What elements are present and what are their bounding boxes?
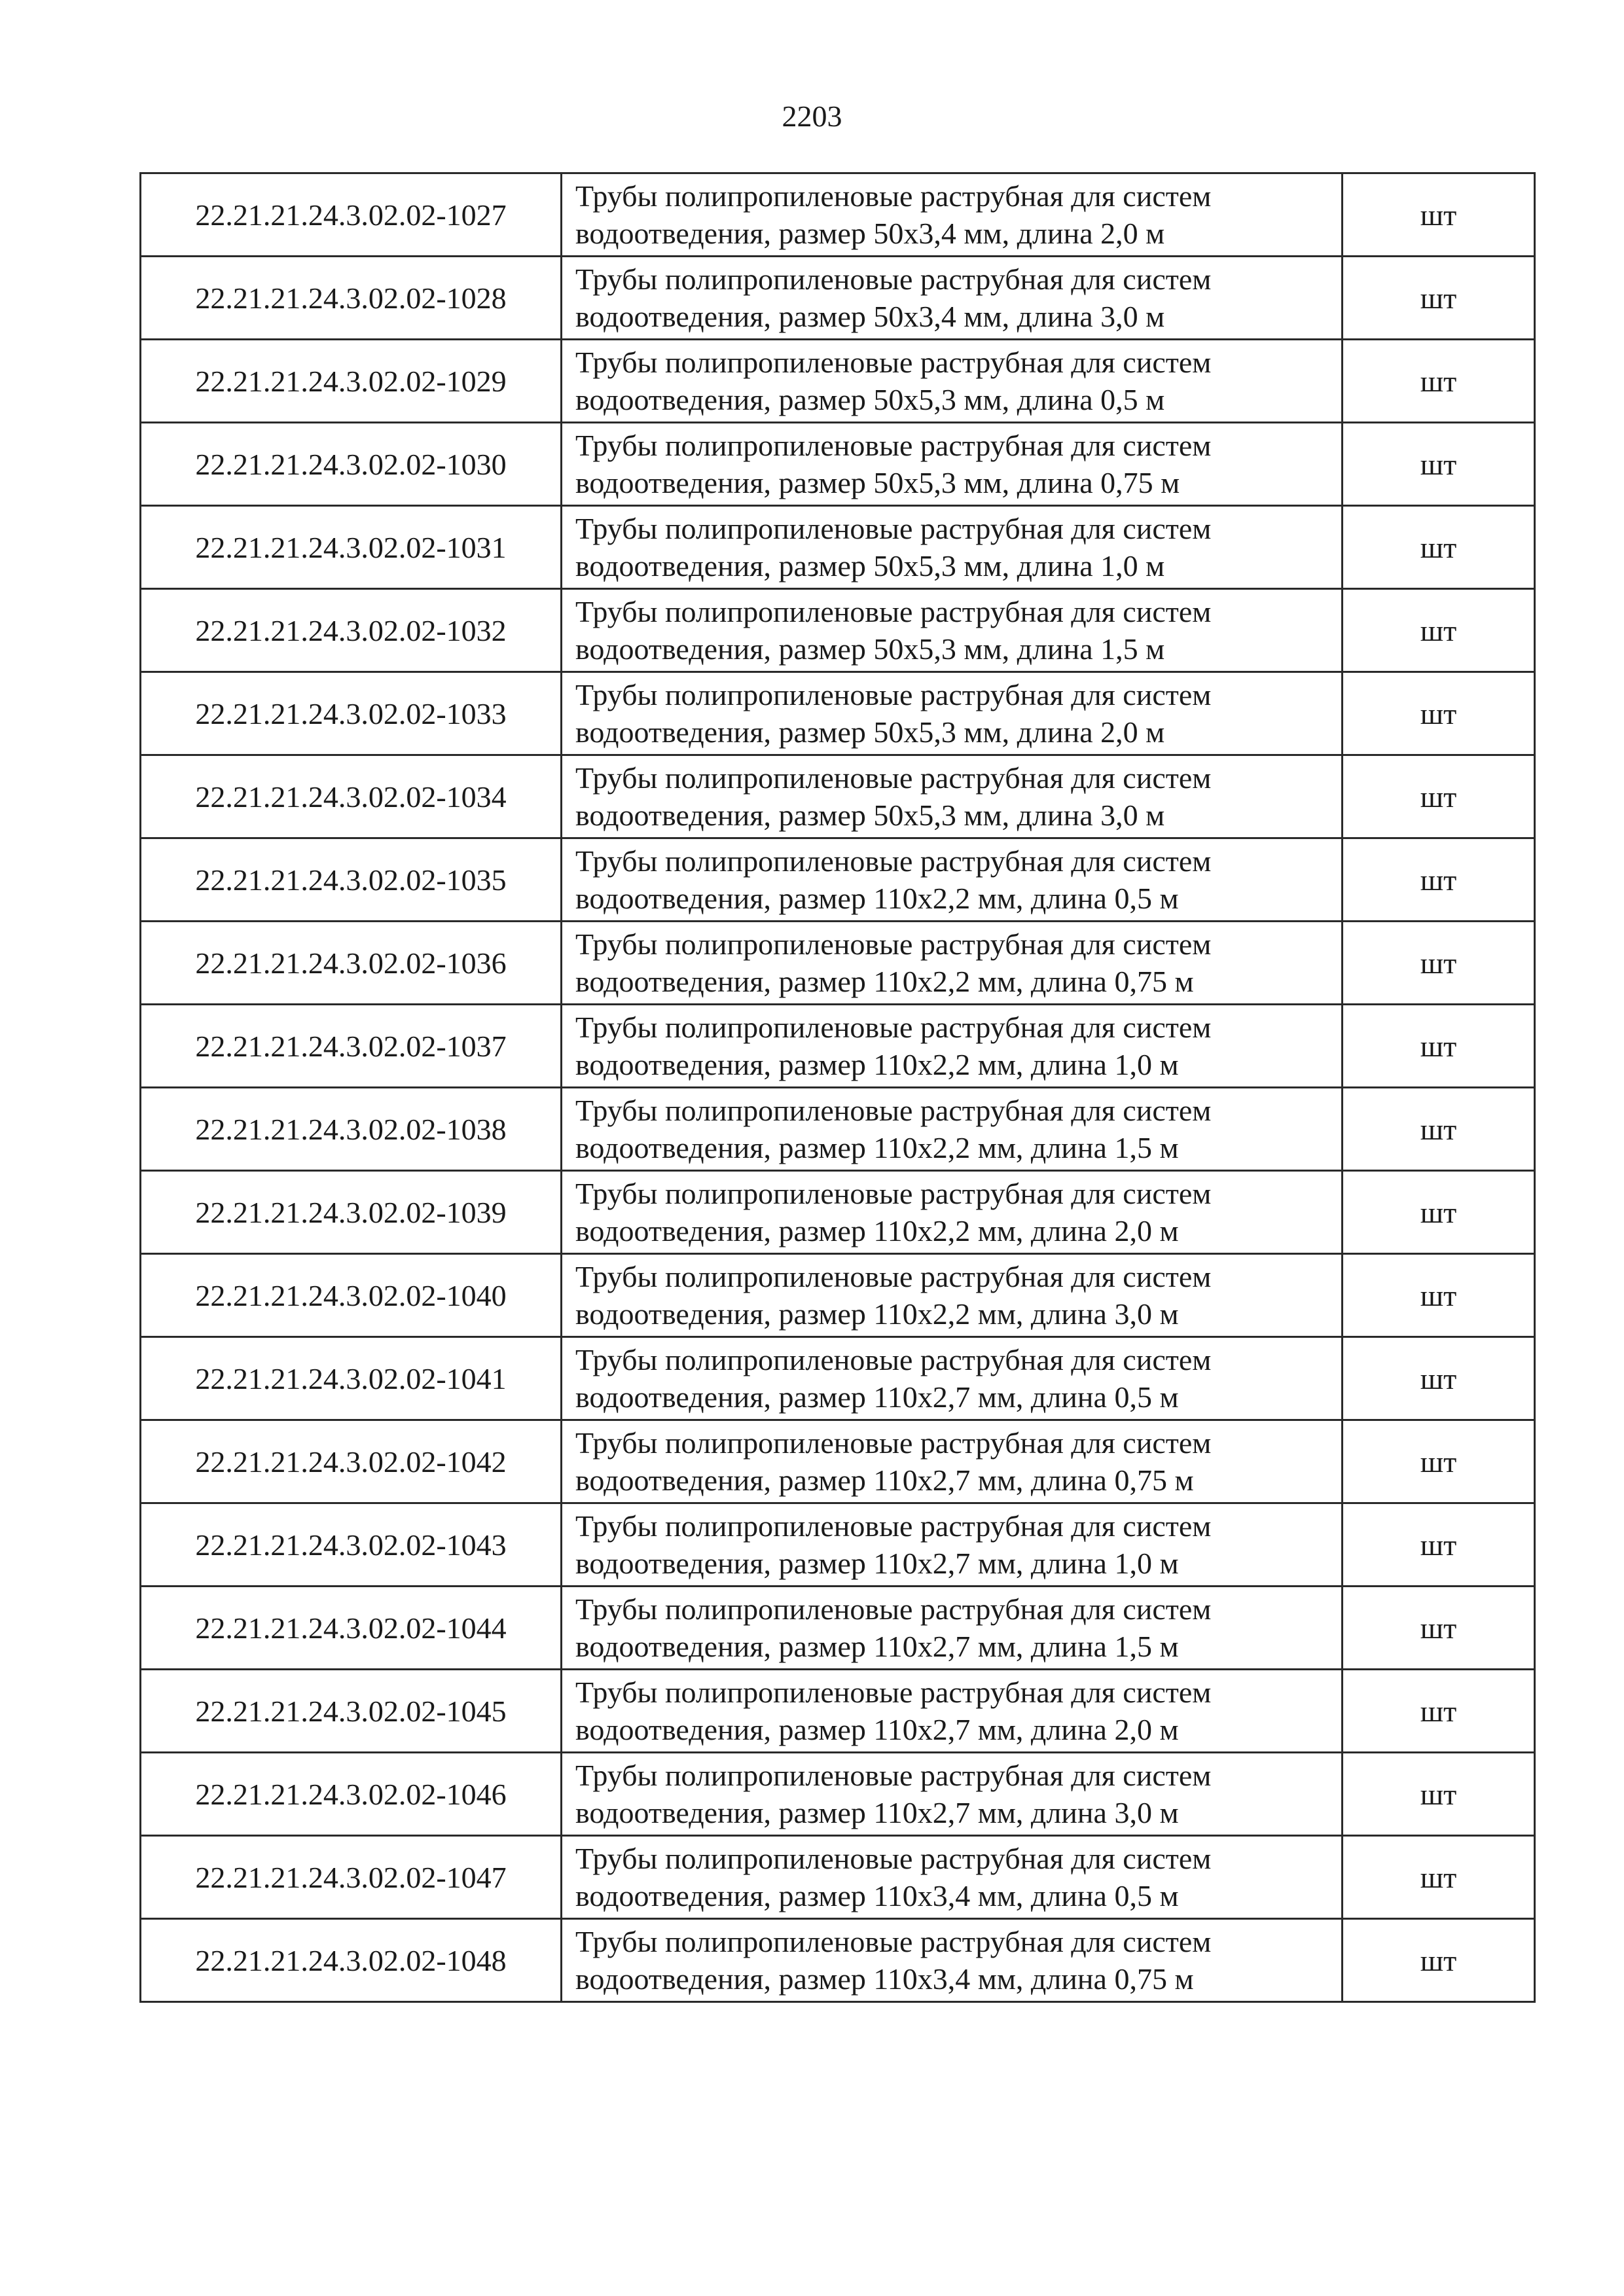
resource-code-cell: 22.21.21.24.3.02.02-1032 bbox=[141, 589, 562, 672]
resource-code-cell: 22.21.21.24.3.02.02-1047 bbox=[141, 1836, 562, 1919]
unit-cell: шт bbox=[1343, 1337, 1535, 1420]
resource-code-cell: 22.21.21.24.3.02.02-1038 bbox=[141, 1088, 562, 1171]
resource-name-line-1: Трубы полипропиленовые раструбная для систем bbox=[575, 429, 1212, 462]
unit-cell: шт bbox=[1343, 257, 1535, 340]
resource-name-line-1: Трубы полипропиленовые раструбная для систем bbox=[575, 1011, 1212, 1044]
resource-code-cell: 22.21.21.24.3.02.02-1037 bbox=[141, 1005, 562, 1088]
resource-code-cell: 22.21.21.24.3.02.02-1031 bbox=[141, 506, 562, 589]
table-row bbox=[141, 838, 1535, 922]
resource-name-line-1: Трубы полипропиленовые раструбная для систем bbox=[575, 1177, 1212, 1210]
resource-code-cell: 22.21.21.24.3.02.02-1039 bbox=[141, 1171, 562, 1254]
resource-name-line-1: Трубы полипропиленовые раструбная для систем bbox=[575, 1509, 1212, 1543]
resource-code-cell: 22.21.21.24.3.02.02-1043 bbox=[141, 1503, 562, 1587]
resource-name-line-1: Трубы полипропиленовые раструбная для систем bbox=[575, 1759, 1212, 1792]
unit-cell: шт bbox=[1343, 1836, 1535, 1919]
table-row bbox=[141, 755, 1535, 838]
resource-name-line-1: Трубы полипропиленовые раструбная для систем bbox=[575, 1842, 1212, 1875]
unit-cell: шт bbox=[1343, 1254, 1535, 1337]
resource-code-cell: 22.21.21.24.3.02.02-1044 bbox=[141, 1587, 562, 1670]
table-row bbox=[141, 1254, 1535, 1337]
resource-name-cell bbox=[562, 755, 1343, 838]
unit-cell: шт bbox=[1343, 1670, 1535, 1753]
resource-name-cell bbox=[562, 672, 1343, 755]
resource-name-line-2: водоотведения, размер 110х2,7 мм, длина 1,0 м bbox=[575, 1547, 1179, 1580]
resource-name-line-1: Трубы полипропиленовые раструбная для систем bbox=[575, 761, 1212, 795]
resource-name-line-2: водоотведения, размер 110х2,2 мм, длина 2,0 м bbox=[575, 1214, 1179, 1247]
resource-code-cell: 22.21.21.24.3.02.02-1033 bbox=[141, 672, 562, 755]
table-row bbox=[141, 173, 1535, 257]
table-row bbox=[141, 506, 1535, 589]
resource-name-line-1: Трубы полипропиленовые раструбная для систем bbox=[575, 1094, 1212, 1127]
resource-name-line-2: водоотведения, размер 110х2,2 мм, длина 0,75 м bbox=[575, 965, 1194, 998]
table-row bbox=[141, 1670, 1535, 1753]
unit-cell: шт bbox=[1343, 922, 1535, 1005]
table-row bbox=[141, 1503, 1535, 1587]
resource-name-cell bbox=[562, 1254, 1343, 1337]
resource-name-cell bbox=[562, 1753, 1343, 1836]
resource-table bbox=[139, 172, 1536, 2003]
resource-name-line-2: водоотведения, размер 110х2,2 мм, длина 3,0 м bbox=[575, 1297, 1179, 1331]
table-row bbox=[141, 1420, 1535, 1503]
table-row bbox=[141, 1171, 1535, 1254]
resource-name-line-2: водоотведения, размер 50х5,3 мм, длина 1,5 м bbox=[575, 632, 1165, 666]
resource-name-line-1: Трубы полипропиленовые раструбная для систем bbox=[575, 512, 1212, 545]
resource-name-cell bbox=[562, 1337, 1343, 1420]
resource-name-cell bbox=[562, 1670, 1343, 1753]
table-row bbox=[141, 1337, 1535, 1420]
resource-name-cell bbox=[562, 1587, 1343, 1670]
resource-code-cell: 22.21.21.24.3.02.02-1028 bbox=[141, 257, 562, 340]
resource-code-cell: 22.21.21.24.3.02.02-1042 bbox=[141, 1420, 562, 1503]
resource-name-line-1: Трубы полипропиленовые раструбная для систем bbox=[575, 1676, 1212, 1709]
resource-name-line-2: водоотведения, размер 50х5,3 мм, длина 1,0 м bbox=[575, 549, 1165, 583]
table-body bbox=[141, 173, 1535, 2002]
resource-name-cell bbox=[562, 1836, 1343, 1919]
resource-name-line-1: Трубы полипропиленовые раструбная для систем bbox=[575, 595, 1212, 628]
resource-name-line-2: водоотведения, размер 110х3,4 мм, длина 0,75 м bbox=[575, 1962, 1194, 1996]
unit-cell: шт bbox=[1343, 1171, 1535, 1254]
resource-name-line-2: водоотведения, размер 50х5,3 мм, длина 3,0 м bbox=[575, 798, 1165, 832]
resource-name-cell bbox=[562, 922, 1343, 1005]
unit-cell: шт bbox=[1343, 423, 1535, 506]
table-row bbox=[141, 1005, 1535, 1088]
resource-name-line-2: водоотведения, размер 50х3,4 мм, длина 2,0 м bbox=[575, 217, 1165, 250]
unit-cell: шт bbox=[1343, 1420, 1535, 1503]
unit-cell: шт bbox=[1343, 1753, 1535, 1836]
resource-name-line-2: водоотведения, размер 110х2,7 мм, длина 0,5 м bbox=[575, 1380, 1179, 1414]
unit-cell: шт bbox=[1343, 1005, 1535, 1088]
resource-name-line-1: Трубы полипропиленовые раструбная для систем bbox=[575, 1592, 1212, 1626]
unit-cell: шт bbox=[1343, 1088, 1535, 1171]
resource-name-cell bbox=[562, 506, 1343, 589]
resource-name-line-2: водоотведения, размер 110х2,7 мм, длина 3,0 м bbox=[575, 1796, 1179, 1829]
resource-name-line-1: Трубы полипропиленовые раструбная для систем bbox=[575, 1925, 1212, 1958]
table-row bbox=[141, 922, 1535, 1005]
table-row bbox=[141, 1088, 1535, 1171]
resource-name-line-1: Трубы полипропиленовые раструбная для систем bbox=[575, 1260, 1212, 1293]
resource-name-line-1: Трубы полипропиленовые раструбная для систем bbox=[575, 1343, 1212, 1376]
resource-name-cell bbox=[562, 1420, 1343, 1503]
unit-cell: шт bbox=[1343, 672, 1535, 755]
resource-name-cell bbox=[562, 173, 1343, 257]
resource-code-cell: 22.21.21.24.3.02.02-1030 bbox=[141, 423, 562, 506]
resource-code-cell: 22.21.21.24.3.02.02-1036 bbox=[141, 922, 562, 1005]
resource-name-line-1: Трубы полипропиленовые раструбная для систем bbox=[575, 678, 1212, 711]
resource-name-cell bbox=[562, 340, 1343, 423]
resource-name-line-2: водоотведения, размер 50х5,3 мм, длина 0,5 м bbox=[575, 383, 1165, 416]
unit-cell: шт bbox=[1343, 1587, 1535, 1670]
resource-name-line-1: Трубы полипропиленовые раструбная для систем bbox=[575, 262, 1212, 296]
unit-cell: шт bbox=[1343, 838, 1535, 922]
resource-name-line-1: Трубы полипропиленовые раструбная для систем bbox=[575, 927, 1212, 961]
resource-code-cell: 22.21.21.24.3.02.02-1029 bbox=[141, 340, 562, 423]
resource-name-line-1: Трубы полипропиленовые раструбная для систем bbox=[575, 179, 1212, 213]
table-row bbox=[141, 589, 1535, 672]
unit-cell: шт bbox=[1343, 506, 1535, 589]
resource-name-line-2: водоотведения, размер 50х5,3 мм, длина 2,0 м bbox=[575, 715, 1165, 749]
resource-name-cell bbox=[562, 1171, 1343, 1254]
table-row bbox=[141, 423, 1535, 506]
resource-name-line-2: водоотведения, размер 110х2,7 мм, длина 0,75 м bbox=[575, 1463, 1194, 1497]
resource-name-line-2: водоотведения, размер 110х3,4 мм, длина 0,5 м bbox=[575, 1879, 1179, 1912]
resource-code-cell: 22.21.21.24.3.02.02-1040 bbox=[141, 1254, 562, 1337]
unit-cell: шт bbox=[1343, 755, 1535, 838]
resource-name-line-2: водоотведения, размер 110х2,7 мм, длина 1,5 м bbox=[575, 1630, 1179, 1663]
resource-name-line-1: Трубы полипропиленовые раструбная для систем bbox=[575, 1426, 1212, 1460]
resource-name-line-2: водоотведения, размер 110х2,2 мм, длина 0,5 м bbox=[575, 882, 1179, 915]
resource-code-cell: 22.21.21.24.3.02.02-1027 bbox=[141, 173, 562, 257]
resource-name-line-2: водоотведения, размер 50х3,4 мм, длина 3,0 м bbox=[575, 300, 1165, 333]
resource-code-cell: 22.21.21.24.3.02.02-1041 bbox=[141, 1337, 562, 1420]
unit-cell: шт bbox=[1343, 173, 1535, 257]
table-row bbox=[141, 672, 1535, 755]
resource-name-line-1: Трубы полипропиленовые раструбная для систем bbox=[575, 844, 1212, 878]
resource-name-cell bbox=[562, 838, 1343, 922]
unit-cell: шт bbox=[1343, 589, 1535, 672]
resource-code-cell: 22.21.21.24.3.02.02-1034 bbox=[141, 755, 562, 838]
resource-name-line-2: водоотведения, размер 50х5,3 мм, длина 0,75 м bbox=[575, 466, 1180, 499]
table-row bbox=[141, 340, 1535, 423]
resource-code-cell: 22.21.21.24.3.02.02-1048 bbox=[141, 1919, 562, 2002]
table-row bbox=[141, 257, 1535, 340]
resource-name-cell bbox=[562, 423, 1343, 506]
resource-name-cell bbox=[562, 1005, 1343, 1088]
resource-name-cell bbox=[562, 1503, 1343, 1587]
resource-name-cell bbox=[562, 1088, 1343, 1171]
unit-cell: шт bbox=[1343, 340, 1535, 423]
resource-name-cell bbox=[562, 1919, 1343, 2002]
resource-code-cell: 22.21.21.24.3.02.02-1045 bbox=[141, 1670, 562, 1753]
resource-code-cell: 22.21.21.24.3.02.02-1035 bbox=[141, 838, 562, 922]
resource-name-line-1: Трубы полипропиленовые раструбная для систем bbox=[575, 346, 1212, 379]
table-row bbox=[141, 1587, 1535, 1670]
resource-name-cell bbox=[562, 589, 1343, 672]
resource-code-cell: 22.21.21.24.3.02.02-1046 bbox=[141, 1753, 562, 1836]
table-row bbox=[141, 1919, 1535, 2002]
resource-name-cell bbox=[562, 257, 1343, 340]
page-number: 2203 bbox=[782, 99, 842, 133]
unit-cell: шт bbox=[1343, 1919, 1535, 2002]
resource-name-line-2: водоотведения, размер 110х2,2 мм, длина 1,5 м bbox=[575, 1131, 1179, 1164]
table-row bbox=[141, 1753, 1535, 1836]
resource-name-line-2: водоотведения, размер 110х2,2 мм, длина 1,0 м bbox=[575, 1048, 1179, 1081]
resource-name-line-2: водоотведения, размер 110х2,7 мм, длина 2,0 м bbox=[575, 1713, 1179, 1746]
table-row bbox=[141, 1836, 1535, 1919]
unit-cell: шт bbox=[1343, 1503, 1535, 1587]
